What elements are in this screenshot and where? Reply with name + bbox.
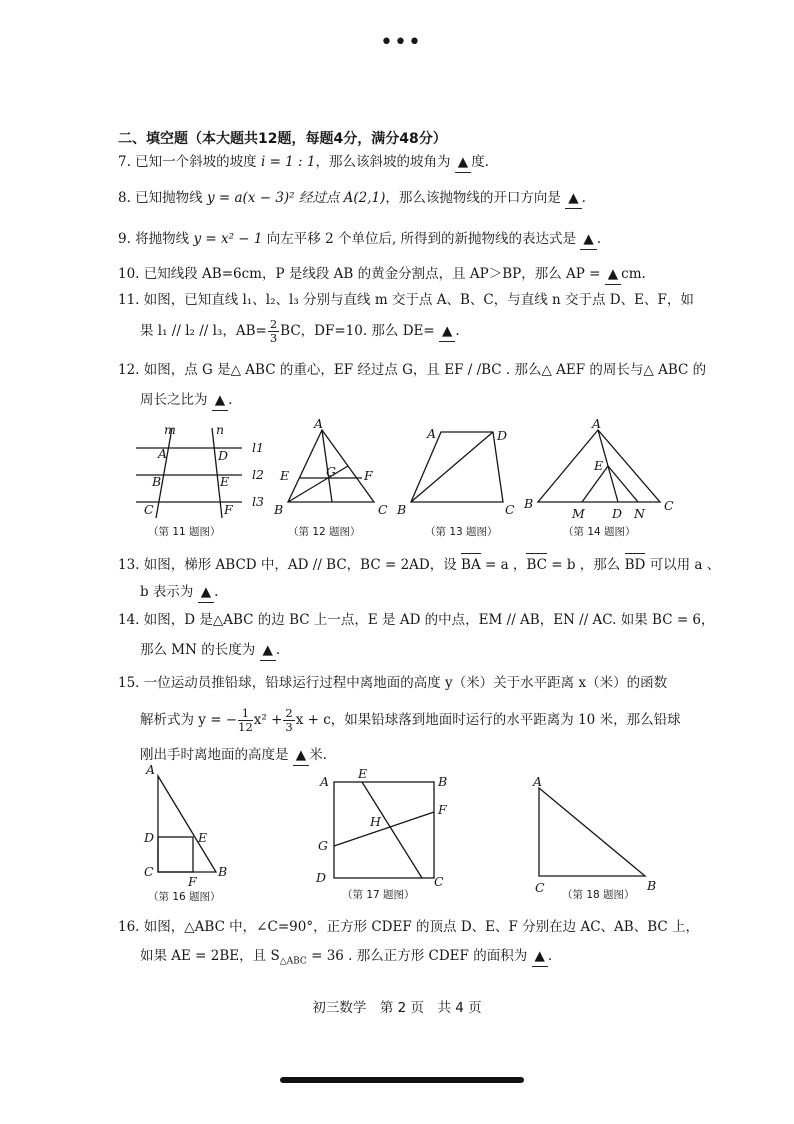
figure-12 [270, 418, 400, 523]
question-16-line1: 16. 如图，△ABC 中，∠C=90°，正方形 CDEF 的顶点 D、E、F 分别在边 AC、AB、BC 上， [118, 919, 699, 935]
label: M [572, 506, 585, 521]
label: C [144, 502, 154, 517]
label: E [594, 458, 604, 473]
question-14-line1: 14. 如图，D 是△ABC 的边 BC 上一点，E 是 AD 的中点，EM // AB，EN // AC. 如果 BC = 6， [118, 612, 715, 628]
trapezoid-abcd [411, 432, 503, 502]
square-cdef [158, 837, 193, 872]
figure-13-caption: （第 13 题图） [425, 526, 498, 538]
answer-blank: ▲ [605, 264, 621, 285]
figure-11 [130, 420, 270, 530]
question-11-line1: 11. 如图，已知直线 l₁、l₂、l₃ 分别与直线 m 交于点 A、B、C，与直线 n 交于点 D、E、F，如 [118, 292, 694, 308]
figure-18-caption: （第 18 题图） [562, 889, 635, 901]
label: A [592, 416, 602, 431]
fraction: $\frac{1}{12}$ [238, 706, 253, 734]
question-14-line2: 那么 MN 的长度为 ▲ . [118, 640, 280, 661]
question-10: 10. 已知线段 AB=6cm，P 是线段 AB 的黄金分割点，且 AP＞BP，那么 AP = ▲ cm. [118, 264, 646, 285]
label: C [664, 498, 674, 513]
label: C [378, 502, 388, 517]
segment-ec [362, 782, 422, 878]
label: l1 [252, 440, 264, 455]
diagonal-bd [411, 432, 493, 502]
label: B [438, 774, 448, 789]
label: E [198, 830, 208, 845]
question-15-line3: 刚出手时离地面的高度是 ▲ 米. [118, 745, 327, 766]
label: C [535, 880, 545, 895]
label: D [144, 830, 155, 845]
question-9: 9. 将抛物线 y = x² − 1 向左平移 2 个单位后, 所得到的新抛物线的表达式是 ▲ . [118, 229, 601, 250]
question-8: 8. 已知抛物线 y = a(x − 3)² 经过点 A(2,1)，那么该抛物线的开口方向是 ▲ . [118, 188, 586, 209]
question-15-line1: 15. 一位运动员推铅球，铅球运行过程中离地面的高度 y（米）关于水平距离 x（米）的函数 [118, 675, 668, 691]
question-13-line2: b 表示为 ▲ . [118, 582, 218, 603]
label: F [224, 502, 233, 517]
line-n [212, 428, 222, 518]
question-13-line1: 13. 如图，梯形 ABCD 中，AD // BC，BC = 2AD，设 BA = a ，BC = b ，那么 BD 可以用 a 、 [118, 557, 721, 573]
figure-17 [310, 768, 460, 888]
label: D [497, 428, 508, 443]
label: D [316, 870, 327, 885]
figure-11-caption: （第 11 题图） [148, 526, 221, 538]
fraction: $\frac{2}{3}$ [269, 317, 278, 345]
label: E [358, 766, 368, 781]
figure-16-caption: （第 16 题图） [148, 891, 221, 903]
label: G [318, 838, 328, 853]
question-15-line2: 解析式为 y = − $\frac{1}{12}$ x² + $\frac{2}{3}$ x + c，如果铅球落到地面时运行的水平距离为 10 米，那么铅球 [140, 706, 681, 734]
answer-blank: ▲ [198, 582, 214, 603]
label: l2 [252, 467, 264, 482]
figure-16 [140, 762, 240, 887]
label: C [434, 874, 444, 889]
fraction: $\frac{2}{3}$ [285, 706, 293, 734]
label: B [397, 502, 407, 517]
label: n [216, 422, 225, 437]
figure-12-caption: （第 12 题图） [288, 526, 361, 538]
line-m [156, 428, 172, 518]
figure-13 [395, 418, 525, 523]
label: A [146, 762, 156, 777]
triangle-abc [539, 788, 645, 876]
answer-blank: ▲ [439, 321, 455, 342]
question-16-line2: 如果 AE = 2BE，且 $S_{\triangle ABC} = 36$ . 那么正方形 CDEF 的面积为 ▲ . [140, 948, 553, 967]
square-abcd [334, 782, 434, 878]
answer-blank: ▲ [532, 946, 548, 967]
label: B [218, 864, 228, 879]
label: F [364, 468, 373, 483]
answer-blank: ▲ [293, 745, 309, 766]
answer-blank: ▲ [260, 640, 276, 661]
label: H [370, 814, 381, 829]
question-7: 7. 已知一个斜坡的坡度 i = 1 : 1，那么该斜坡的坡角为 ▲ 度. [118, 152, 489, 173]
label: A [533, 774, 543, 789]
label: D [218, 448, 229, 463]
home-indicator[interactable] [280, 1077, 524, 1083]
question-12-line2: 周长之比为 ▲ . [118, 390, 232, 411]
label: G [326, 464, 336, 479]
label: C [144, 864, 154, 879]
label: B [152, 474, 162, 489]
answer-blank: ▲ [212, 390, 228, 411]
top-dots: ••• [380, 30, 422, 55]
label: A [427, 426, 437, 441]
question-11-line2: 果 l₁ // l₂ // l₃，AB= $\frac{2}{3}$ BC，DF=10. 那么 DE= ▲ . [140, 317, 460, 345]
label: l3 [252, 494, 264, 509]
label: A [320, 774, 330, 789]
label: B [274, 502, 284, 517]
label: F [188, 874, 197, 889]
answer-blank: ▲ [565, 188, 581, 209]
triangle-abc [158, 776, 216, 872]
label: E [280, 468, 290, 483]
figure-14-caption: （第 14 题图） [563, 526, 636, 538]
page-footer: 初三数学 第 2 页 共 4 页 [312, 1000, 482, 1016]
label: D [612, 506, 623, 521]
label: F [438, 802, 447, 817]
answer-blank: ▲ [580, 229, 596, 250]
label: A [314, 416, 324, 431]
question-12-line1: 12. 如图，点 G 是△ ABC 的重心，EF 经过点 G，且 EF / /BC . 那么△ AEF 的周长与△ ABC 的 [118, 362, 707, 378]
section-title: 二、填空题（本大题共12题，每题4分，满分48分） [118, 131, 447, 147]
answer-blank: ▲ [455, 152, 471, 173]
label: N [634, 506, 645, 521]
label: m [164, 422, 176, 437]
figure-14 [520, 418, 680, 523]
label: E [220, 474, 230, 489]
label: A [158, 446, 168, 461]
label: B [524, 496, 534, 511]
label: B [647, 878, 657, 893]
figure-17-caption: （第 17 题图） [342, 889, 415, 901]
label: C [505, 502, 515, 517]
